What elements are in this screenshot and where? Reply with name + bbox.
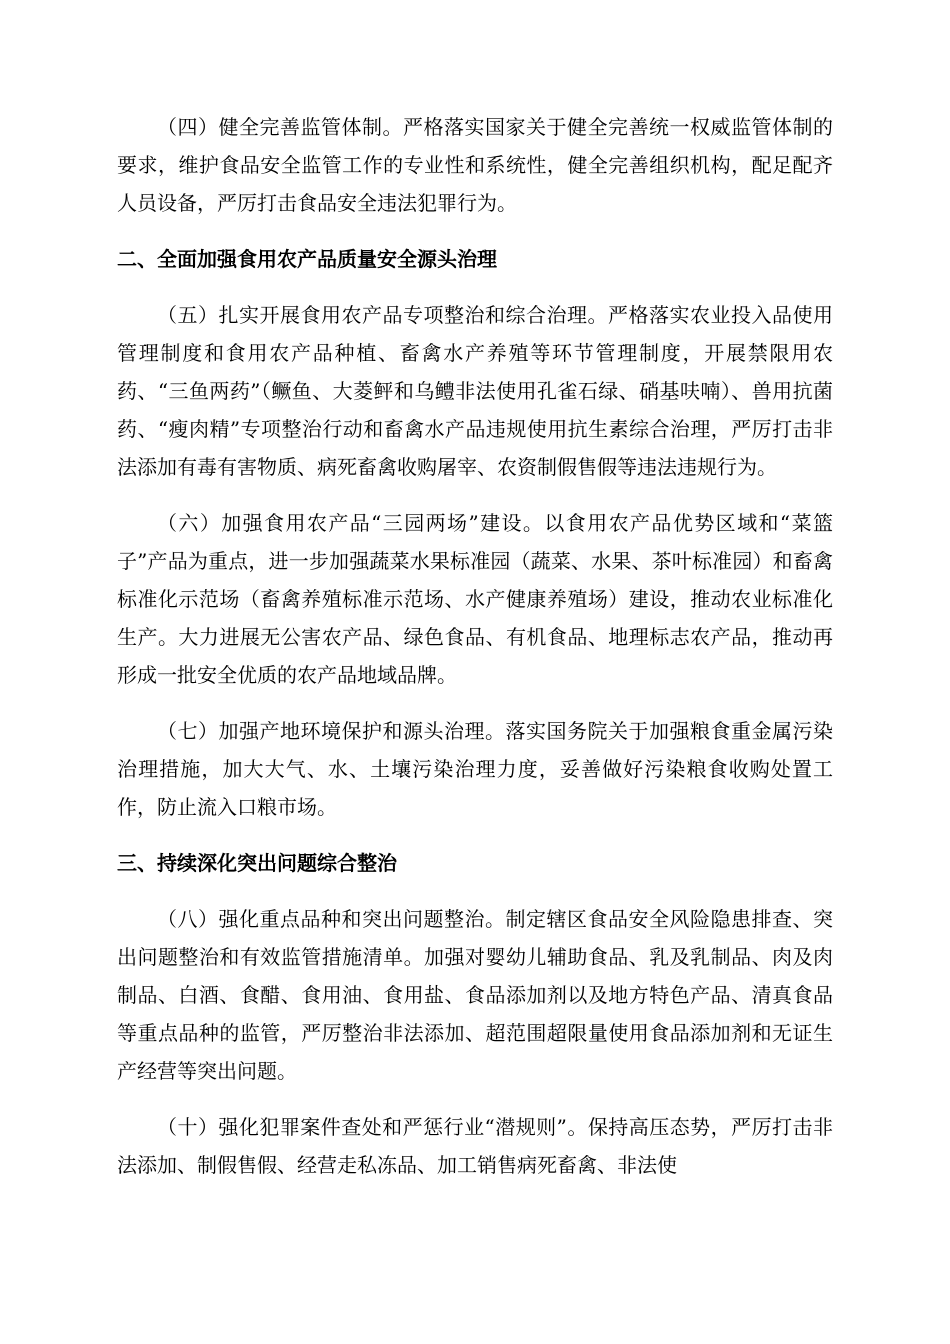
paragraph-4: （四）健全完善监管体制。严格落实国家关于健全完善统一权威监管体制的要求，维护食品安全监管工作的专业性和系统性，健全完善组织机构，配足配齐人员设备，严厉打击食品安全违法犯罪行为。 (117, 115, 833, 215)
spacer (117, 278, 833, 296)
paragraph-6: （六）加强食用农产品“三园两场”建设。以食用农产品优势区域和“菜篮子”产品为重点，进一步加强蔬菜水果标准园（蔬菜、水果、茶叶标准园）和畜禽标准化示范场（畜禽养殖标准示范场、水产健康养殖场）建设，推动农业标准化生产。大力进展无公害农产品、绿色食品、有机食品、地理标志农产品，推动再形成一批安全优质的农产品地域品牌。 (117, 511, 833, 687)
section-heading-2: 二、全面加强食用农产品质量安全源头治理 (117, 247, 497, 271)
document-body (117, 108, 833, 1184)
spacer (117, 486, 833, 504)
paragraph-7: （七）加强产地环境保护和源头治理。落实国务院关于加强粮食重金属污染治理措施，加大大气、水、土壤污染治理力度，妥善做好污染粮食收购处置工作，防止流入口粮市场。 (117, 719, 833, 819)
paragraph-5: （五）扎实开展食用农产品专项整治和综合治理。严格落实农业投入品使用管理制度和食用农产品种植、畜禽水产养殖等环节管理制度，开展禁限用农药、“三鱼两药”（鳜鱼、大菱鲆和乌鳢非法使用孔雀石绿、硝基呋喃）、兽用抗菌药、“瘦肉精”专项整治行动和畜禽水产品违规使用抗生素综合治理，严厉打击非法添加有毒有害物质、病死畜禽收购屠宰、农资制假售假等违法违规行为。 (117, 303, 833, 479)
section-heading-3: 三、持续深化突出问题综合整治 (117, 851, 397, 875)
spacer (117, 826, 833, 844)
spacer (117, 882, 833, 900)
spacer (117, 1090, 833, 1108)
spacer (117, 222, 833, 240)
spacer (117, 694, 833, 712)
paragraph-8: （八）强化重点品种和突出问题整治。制定辖区食品安全风险隐患排查、突出问题整治和有效监管措施清单。加强对婴幼儿辅助食品、乳及乳制品、肉及肉制品、白酒、食醋、食用油、食用盐、食品添加剂以及地方特色产品、清真食品等重点品种的监管，严厉整治非法添加、超范围超限量使用食品添加剂和无证生产经营等突出问题。 (117, 907, 833, 1083)
paragraph-10: （十）强化犯罪案件查处和严惩行业“潜规则”。保持高压态势，严厉打击非法添加、制假售假、经营走私冻品、加工销售病死畜禽、非法使 (117, 1115, 833, 1177)
